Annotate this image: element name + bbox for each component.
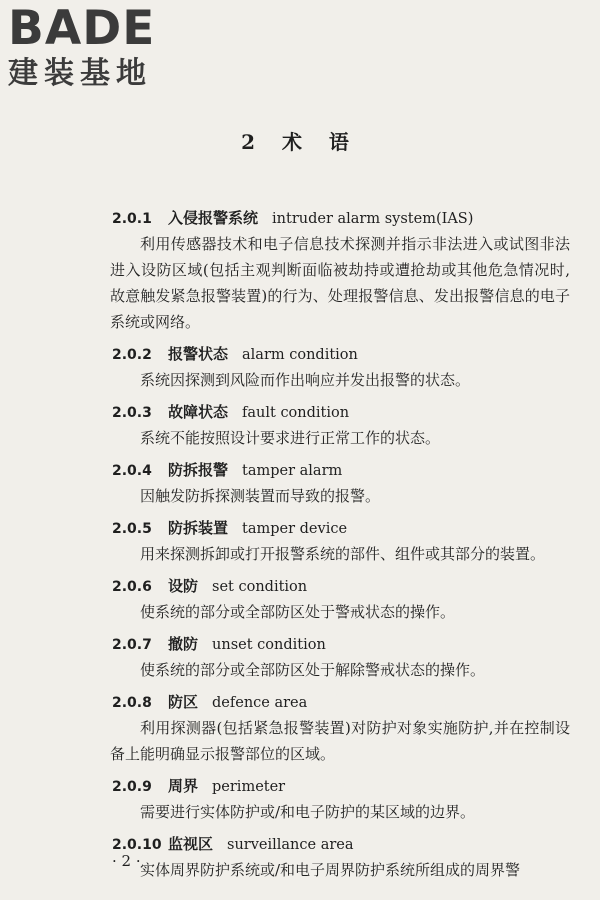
term-chinese: 报警状态 <box>168 345 229 363</box>
term-number: 2.0.10 <box>112 837 162 853</box>
term-english: unset condition <box>212 637 326 653</box>
term-english: surveillance area <box>227 837 354 853</box>
term-heading <box>112 831 570 857</box>
logo-wordmark: BADE <box>8 1 156 56</box>
chapter-title: 2 术 语 <box>241 130 359 154</box>
term-entry <box>112 631 570 683</box>
term-heading <box>112 399 570 425</box>
term-number: 2.0.2 <box>112 347 152 363</box>
term-chinese: 防区 <box>168 693 199 711</box>
logo-subtitle: 建装基地 <box>8 56 152 91</box>
term-chinese: 周界 <box>168 777 199 795</box>
term-english: alarm condition <box>242 347 358 363</box>
term-definition: 系统因探测到风险而作出响应并发出报警的状态。 <box>140 371 471 389</box>
term-entry <box>112 573 570 625</box>
term-definition: 需要进行实体防护或/和电子防护的某区域的边界。 <box>140 803 476 821</box>
term-english: tamper alarm <box>242 463 343 479</box>
term-chinese: 入侵报警系统 <box>168 209 259 227</box>
term-list <box>112 205 570 889</box>
term-heading <box>112 515 570 541</box>
term-entry <box>112 341 570 393</box>
term-entry <box>112 205 570 335</box>
term-heading <box>112 773 570 799</box>
term-definition: 利用传感器技术和电子信息技术探测并指示非法进入或试图非法进入设防区域(包括主观判断面临被劫持或遭抢劫或其他危急情况时,故意触发紧急报警装置)的行为、处理报警信息、发出报警信息的电子系统或网络。 <box>110 235 570 331</box>
term-number: 2.0.4 <box>112 463 152 479</box>
term-chinese: 防拆装置 <box>168 519 229 537</box>
term-entry <box>112 515 570 567</box>
term-entry <box>112 773 570 825</box>
term-number: 2.0.5 <box>112 521 152 537</box>
term-number: 2.0.6 <box>112 579 152 595</box>
term-chinese: 监视区 <box>168 835 214 853</box>
term-number: 2.0.9 <box>112 779 152 795</box>
term-chinese: 防拆报警 <box>168 461 229 479</box>
term-english: intruder alarm system(IAS) <box>272 211 474 227</box>
term-definition: 使系统的部分或全部防区处于解除警戒状态的操作。 <box>140 661 486 679</box>
term-definition: 用来探测拆卸或打开报警系统的部件、组件或其部分的装置。 <box>140 545 546 563</box>
term-english: tamper device <box>242 521 348 537</box>
term-definition: 系统不能按照设计要求进行正常工作的状态。 <box>140 429 441 447</box>
term-chinese: 设防 <box>168 577 199 595</box>
page-number: · 2 · <box>112 852 141 870</box>
term-heading <box>112 689 570 715</box>
term-entry <box>112 689 570 767</box>
term-chinese: 撤防 <box>168 635 199 653</box>
term-number: 2.0.7 <box>112 637 152 653</box>
bade-logo <box>8 1 178 92</box>
term-heading <box>112 631 570 657</box>
term-english: fault condition <box>242 405 350 421</box>
term-entry <box>112 831 570 883</box>
term-number: 2.0.1 <box>112 211 152 227</box>
term-heading <box>112 457 570 483</box>
term-heading <box>112 341 570 367</box>
term-definition: 利用探测器(包括紧急报警装置)对防护对象实施防护,并在控制设备上能明确显示报警部位的区域。 <box>110 719 570 763</box>
term-english: set condition <box>212 579 308 595</box>
term-definition: 因触发防拆探测装置而导致的报警。 <box>140 487 381 505</box>
term-chinese: 故障状态 <box>168 403 229 421</box>
term-definition: 实体周界防护系统或/和电子周界防护系统所组成的周界警 <box>140 861 521 879</box>
term-english: defence area <box>212 695 308 711</box>
term-entry <box>112 457 570 509</box>
term-number: 2.0.8 <box>112 695 152 711</box>
term-heading <box>112 205 570 231</box>
term-definition: 使系统的部分或全部防区处于警戒状态的操作。 <box>140 603 456 621</box>
term-entry <box>112 399 570 451</box>
term-heading <box>112 573 570 599</box>
term-number: 2.0.3 <box>112 405 152 421</box>
term-english: perimeter <box>212 779 286 795</box>
